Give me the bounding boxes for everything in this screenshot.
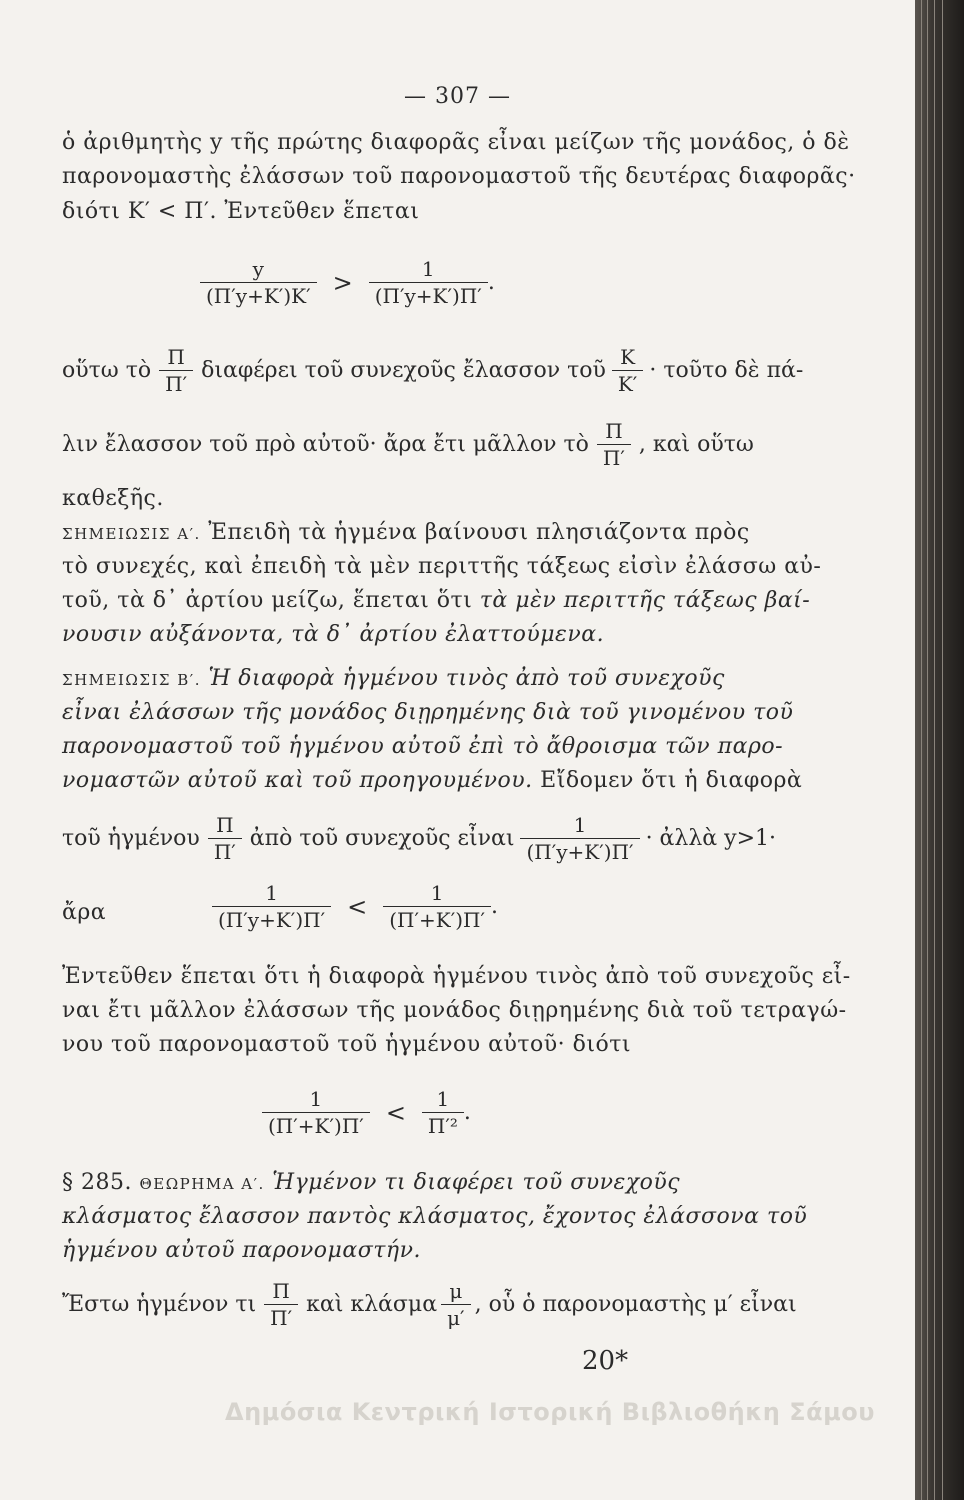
italic-text-line: εἶναι ἐλάσσων τῆς μονάδος διῃρημένης διὰ τοῦ γινομένου τοῦ [62,700,794,725]
theorem-heading: ΘΕΩΡΗΜΑ Α′. [139,1175,265,1193]
text-segment: διαφέρει τοῦ συνεχοῦς ἔλασσον τοῦ [201,358,606,383]
text-line: καθεξῆς. [62,486,164,511]
text-segment: · ἀλλὰ y>1· [645,826,776,851]
numerator: Π [159,344,193,371]
text-segment: Ἐπειδὴ τὰ ἡγμένα βαίνουσι πλησιάζοντα πρὸς [200,520,750,545]
inequality-formula: $\frac{y}{(\Pi'y+K')K'}$ > $\frac{1}{(\Pi'y+K')\Pi'}$ . [200,256,495,309]
book-page-edge [915,0,964,1500]
italic-text: νομαστῶν αὐτοῦ καὶ τοῦ προηγουμένου. [62,768,533,793]
text-line: ὁ ἀριθμητὴς y τῆς πρώτης διαφορᾶς εἶναι μείζων τῆς μονάδος, ὁ δὲ [62,130,850,155]
numerator: 1 [422,1086,464,1113]
fraction [441,1278,471,1331]
text-segment: τοῦ ἡγμένου [62,826,200,851]
italic-text-line: παρονομαστοῦ τοῦ ἡγμένου αὐτοῦ ἐπὶ τὸ ἄθροισμα τῶν παρο- [62,734,784,759]
numerator: Π [208,812,242,839]
numerator: Π [264,1278,298,1305]
denominator: (Π′y+Κ′)Π′ [218,908,326,932]
operator: > [332,268,353,297]
library-watermark: Δημόσια Κεντρική Ιστορική Βιβλιοθήκη Σάμου [225,1398,875,1426]
denominator: (Π′y+Κ′)Π′ [374,284,482,308]
remark-heading: ΣΗΜΕΙΩΣΙΣ Α′. [62,525,201,543]
fraction [520,812,639,865]
numerator: 1 [369,256,488,283]
numerator: Κ [612,344,643,371]
text-line: ἄρα [62,900,107,925]
fraction [200,256,317,309]
text-line [62,586,810,616]
operator: < [385,1098,406,1127]
theorem-line [62,1168,680,1199]
numerator: μ [441,1278,471,1305]
page-number: — 307 — [404,84,511,109]
denominator: (Π′y+Κ′)Κ′ [206,284,311,308]
text-line: Ἐντεῦθεν ἕπεται ὅτι ἡ διαφορὰ ἡγμένου τινὸς ἀπὸ τοῦ συνεχοῦς εἶ- [62,964,851,989]
text-segment: καὶ κλάσμα [306,1292,438,1317]
denominator: (Π′+Κ′)Π′ [268,1114,364,1138]
fraction [262,1086,370,1139]
text-segment: ἀπὸ τοῦ συνεχοῦς εἶναι [249,826,515,851]
signature-mark: 20* [582,1346,629,1376]
italic-text-line: ἡγμένου αὐτοῦ παρονομαστήν. [62,1238,421,1263]
fraction [383,880,491,933]
italic-text-line: νουσιν αὐξάνοντα, τὰ δ᾽ ἀρτίου ἐλαττούμενα. [62,622,605,647]
denominator: Π′² [427,1114,458,1138]
fraction [597,418,631,471]
text-line-with-fractions [62,344,803,397]
inequality-formula: $\frac{1}{(\Pi'+K')\Pi'}$ < $\frac{1}{\text{Π′²}}$ . [262,1086,471,1139]
operator: < [347,892,368,921]
text-segment: , οὗ ὁ παρονομαστὴς μ′ εἶναι [474,1292,797,1317]
numerator: y [200,256,317,283]
text-line [62,766,802,796]
numerator: Π [597,418,631,445]
section-number: § 285. [62,1170,132,1195]
text-segment: τοῦ, τὰ δ᾽ ἀρτίου μείζω, ἕπεται ὅτι [62,588,480,613]
text-line-with-fractions [62,418,754,471]
remark-a-line [62,518,750,549]
text-line: ναι ἔτι μᾶλλον ἐλάσσων τῆς μονάδος διῃρημένης διὰ τοῦ τετραγώ- [62,998,847,1023]
numerator: 1 [383,880,491,907]
denominator: μ′ [447,1306,465,1330]
denominator: Π′ [165,372,188,396]
numerator: 1 [520,812,639,839]
text-segment: λιν ἔλασσον τοῦ πρὸ αὐτοῦ· ἄρα ἔτι μᾶλλον τὸ [62,432,589,457]
fraction [612,344,643,397]
text-line-with-fractions [62,1278,797,1331]
text-segment: , καὶ οὕτω [638,432,754,457]
denominator: Π′ [602,446,625,470]
italic-text-line: κλάσματος ἔλασσον παντὸς κλάσματος, ἔχοντος ἐλάσσονα τοῦ [62,1204,808,1229]
text-line-with-fractions [62,812,776,865]
denominator: Κ′ [617,372,638,396]
text-line: παρονομαστὴς ἐλάσσων τοῦ παρονομαστοῦ τῆς δευτέρας διαφορᾶς· [62,164,856,189]
fraction [369,256,488,309]
text-segment: · τοῦτο δὲ πά- [649,358,804,383]
inequality-formula: $\frac{1}{(\Pi'y+K')\Pi'}$ < $\frac{1}{(\Pi'+K')\Pi'}$ . [212,880,498,933]
fraction [264,1278,298,1331]
fraction [208,812,242,865]
text-segment: Εἴδομεν ὅτι ἡ διαφορὰ [532,768,803,793]
numerator: 1 [262,1086,370,1113]
text-line: τὸ συνεχές, καὶ ἐπειδὴ τὰ μὲν περιττῆς τάξεως εἰσὶν ἐλάσσω αὐ- [62,554,822,579]
fraction [159,344,193,397]
text-line: νου τοῦ παρονομαστοῦ τοῦ ἡγμένου αὐτοῦ· διότι [62,1032,632,1057]
italic-text: Ἡγμένον τι διαφέρει τοῦ συνεχοῦς [264,1170,681,1195]
numerator: 1 [212,880,331,907]
fraction [212,880,331,933]
remark-heading: ΣΗΜΕΙΩΣΙΣ Β′. [62,671,201,689]
fraction [422,1086,464,1139]
italic-text: Ἡ διαφορὰ ἡγμένου τινὸς ἀπὸ τοῦ συνεχοῦς [200,666,725,691]
text-line: διότι Κ′ < Π′. Ἐντεῦθεν ἕπεται [62,199,420,224]
text-segment: οὕτω τὸ [62,358,152,383]
denominator: Π′ [213,840,236,864]
italic-text: τὰ μὲν περιττῆς τάξεως βαί- [479,588,811,613]
denominator: Π′ [270,1306,293,1330]
denominator: (Π′y+Κ′)Π′ [526,840,634,864]
denominator: (Π′+Κ′)Π′ [389,908,486,932]
text-segment: Ἔστω ἡγμένον τι [62,1292,257,1317]
remark-b-line [62,664,725,695]
